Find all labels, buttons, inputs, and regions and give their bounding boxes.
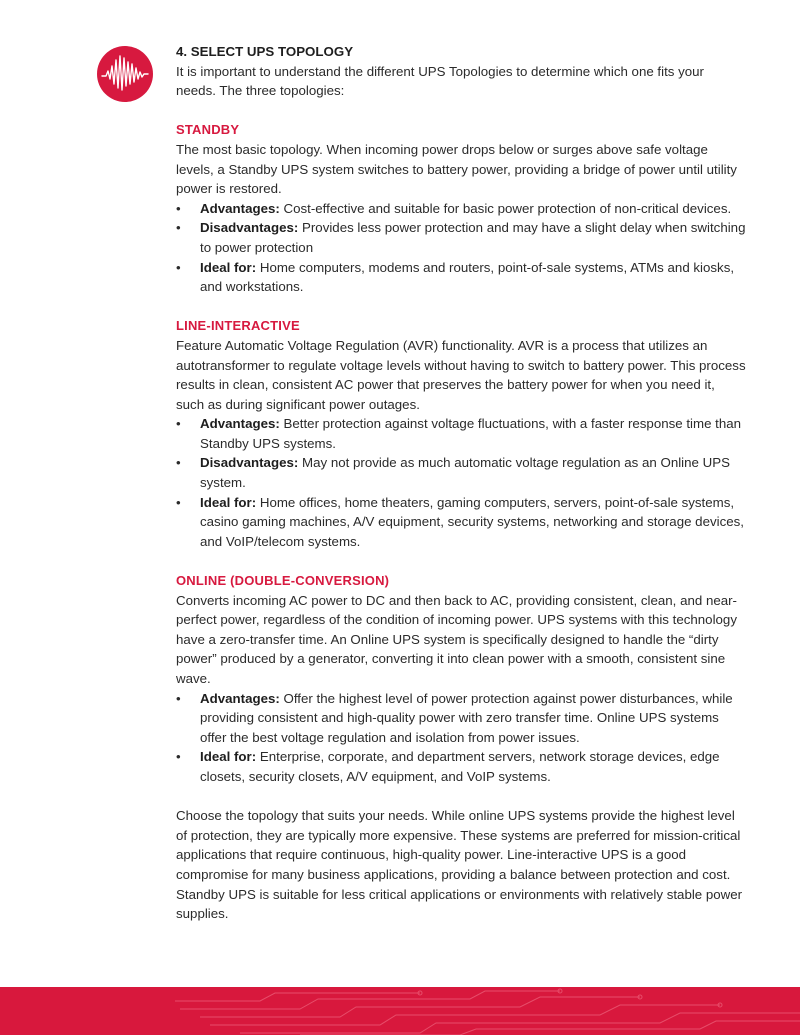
- bullet-text: Home computers, modems and routers, point-of-sale systems, ATMs and kiosks, and workstations.: [200, 259, 735, 295]
- online-heading: ONLINE (DOUBLE-CONVERSION): [176, 573, 390, 589]
- list-item: [176, 199, 746, 219]
- bullet-text: Enterprise, corporate, and department servers, network storage devices, edge closets, security closets, A/V equipment, and VoIP systems.: [200, 749, 720, 784]
- list-item: [176, 747, 746, 786]
- standby-bullet-list: [176, 199, 746, 297]
- list-item: [176, 453, 746, 492]
- online-description: Converts incoming AC power to DC and then back to AC, providing consistent, clean, and near-perfect power, regardless of the condition of incoming power. UPS systems with this technology have a zero-transfer time. An Online UPS system is specifically designed to handle the “dirty power” produced by a generator, converting it into clean power with a smooth, consistent sine wave.: [176, 592, 737, 686]
- bullet-label: Ideal for:: [200, 749, 257, 765]
- bullet-text: Cost-effective and suitable for basic power protection of non-critical devices.: [283, 200, 732, 216]
- standby-description: The most basic topology. When incoming power drops below or surges above safe voltage levels, a Standby UPS system switches to battery power, providing a bridge of power until utility power is restored.: [176, 141, 737, 197]
- bullet-text: May not provide as much automatic voltage regulation as an Online UPS system.: [200, 455, 730, 491]
- bullet-text: Home offices, home theaters, gaming computers, servers, point-of-sale systems, casino gaming machines, A/V equipment, security systems, networking and storage devices, and VoIP/telecom systems.: [200, 494, 744, 549]
- bullet-label: Advantages:: [200, 416, 280, 432]
- list-item: [176, 689, 746, 748]
- online-bullet-list: [176, 689, 746, 787]
- list-item: [176, 258, 746, 297]
- line-interactive-heading: LINE-INTERACTIVE: [176, 318, 300, 334]
- footer-band: [0, 987, 800, 1035]
- circuit-pattern-icon: [0, 987, 800, 1035]
- bullet-icon: •: [176, 690, 181, 706]
- bullet-icon: •: [176, 749, 181, 765]
- bullet-icon: •: [176, 494, 181, 510]
- bullet-label: Advantages:: [200, 690, 280, 706]
- bullet-text: Offer the highest level of power protection against power disturbances, while providing consistent and high-quality power with zero transfer time. Online UPS systems offer the best voltage regulation and isolation from power issues.: [200, 690, 733, 745]
- bullet-label: Disadvantages:: [200, 455, 299, 471]
- bullet-icon: •: [176, 455, 181, 471]
- bullet-text: Better protection against voltage fluctuations, with a faster response time than Standby UPS systems.: [200, 416, 742, 451]
- list-item: [176, 493, 746, 552]
- bullet-label: Advantages:: [200, 200, 280, 216]
- bullet-icon: •: [176, 200, 181, 216]
- bullet-icon: •: [176, 220, 181, 236]
- bullet-label: Disadvantages:: [200, 220, 299, 236]
- list-item: [176, 414, 746, 453]
- list-item: [176, 218, 746, 257]
- bullet-text: Provides less power protection and may have a slight delay when switching to power protection: [200, 220, 746, 255]
- closing-paragraph: Choose the topology that suits your needs. While online UPS systems provide the highest level of protection, they are typically more expensive. These systems are preferred for mission-critical applications that require continuous, high-quality power. Line-interactive UPS is a good compromise for many business applications, providing a balance between protection and cost. Standby UPS is suitable for less critical applications or environments with relatively stable power supplies.: [176, 808, 743, 922]
- bullet-icon: •: [176, 259, 181, 275]
- line-interactive-description: Feature Automatic Voltage Regulation (AVR) functionality. AVR is a process that utilizes an autotransformer to regulate voltage levels without having to switch to battery power. This process results in clean, consistent AC power that preserves the battery power for when you need it, such as during significant power outages.: [176, 337, 746, 412]
- main-content: [176, 42, 746, 924]
- bullet-icon: •: [176, 416, 181, 432]
- line-interactive-bullet-list: [176, 414, 746, 551]
- waveform-logo-icon: [97, 46, 153, 102]
- standby-heading: STANDBY: [176, 122, 240, 138]
- intro-paragraph: It is important to understand the different UPS Topologies to determine which one fits your needs. The three topologies:: [176, 63, 704, 99]
- bullet-label: Ideal for:: [200, 259, 257, 275]
- bullet-label: Ideal for:: [200, 494, 257, 510]
- section-title: 4. SELECT UPS TOPOLOGY: [176, 44, 354, 59]
